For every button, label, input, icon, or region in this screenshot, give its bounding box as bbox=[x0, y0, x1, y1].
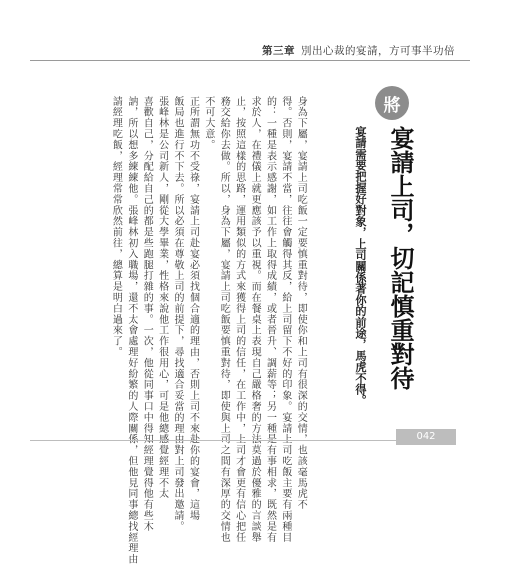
running-header bbox=[262, 43, 455, 58]
section-subtitle: 宴請需要把握好對象，上司關係著你的前途，馬虎不得。 bbox=[354, 126, 367, 406]
body-line: 張峰林是公司新人，剛從大學畢業，性格來說他工作很用心，可是他總感覺經理不太 bbox=[156, 96, 168, 500]
chapter-title: 別出心裁的宴請，方可事半功倍 bbox=[301, 45, 455, 57]
body-line: 請經理吃飯，經理常常欣然前往，總算是明白過來了。 bbox=[110, 96, 122, 358]
badge-label: 將 bbox=[383, 95, 401, 116]
section-title: 宴請上司，切記慎重對待 bbox=[386, 126, 414, 390]
header-divider bbox=[30, 60, 470, 61]
body-line: 喜歡自己，分配給自己的都是些跑腿打雜的事。一次，他從同事口中得知經理覺得他有些木 bbox=[141, 96, 153, 532]
page-number: 042 bbox=[396, 429, 456, 445]
body-line: 身為下屬，宴請上司吃飯一定要慎重對待，即使你和上司有很深的交情，也該毫馬虎不 bbox=[295, 96, 307, 511]
body-line: 止，按照這樣的思路，運用類似的方式來獲得上司的信任，在工作中，上司才會更有信心把任 bbox=[233, 96, 245, 543]
body-line: 務交給你去做。所以，身為下屬，宴請上司吃飯要慎重對待，即使與上司之間有深厚的交情也 bbox=[218, 96, 230, 543]
body-line: 訥，所以想多練練他。張峰林初入職場，還不太會處理好紛繁的人際關係，但他見同事總找經理由 bbox=[125, 96, 137, 565]
body-line: 不可大意。 bbox=[202, 96, 214, 151]
body-line: 的：一種是表示感謝，如工作上取得成績，或者晉升、調薪等；另一種是有事相求，既然是有 bbox=[264, 96, 276, 543]
body-line: 得。否則，宴請不當，往往會觸得其反，給上司留下不好的印象。宴請上司吃飯主要有兩種目 bbox=[279, 96, 291, 543]
body-line: 正所謂無功不受祿，宴請上司赴宴必須找個合適的理由，否則上司不來赴你的宴會，這場 bbox=[187, 96, 199, 522]
footer-divider bbox=[30, 440, 396, 441]
body-line: 求於人，在禮儀上就更應該予以重視。而在餐桌上表現自己嚴格奢的方法莫過於優雅的言談舉 bbox=[249, 96, 261, 543]
chapter-label: 第三章 bbox=[262, 45, 295, 57]
body-text bbox=[108, 96, 308, 565]
section-badge bbox=[375, 86, 409, 120]
body-line: 飯局也進行不下去。所以必須在尊敬上司的前提下，尋找適合妥當的理由對上司發出邀請。 bbox=[172, 96, 184, 532]
